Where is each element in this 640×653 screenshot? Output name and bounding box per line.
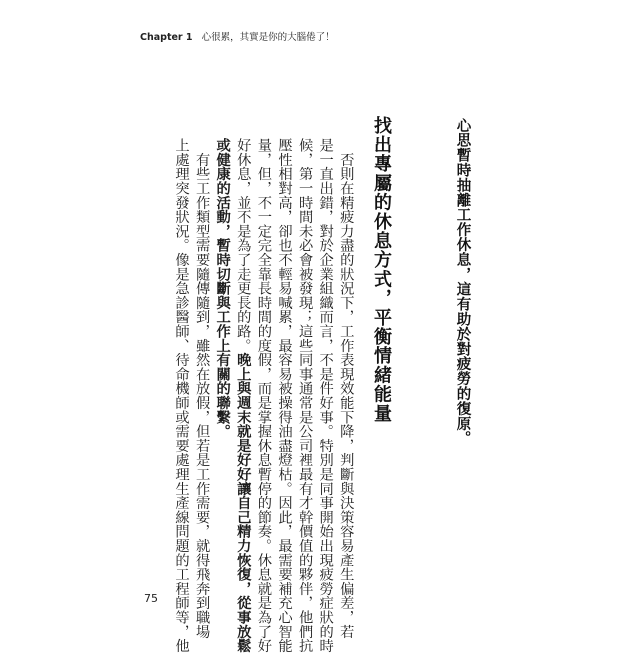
text-segment: 有些工作類型需要隨傳隨到，雖然在放假，但若是工作需要，就得飛奔到職場 bbox=[194, 138, 211, 639]
side-note: 心思暫時抽離工作休息，這有助於對疲勞的復原。 bbox=[454, 118, 471, 446]
body-column bbox=[339, 138, 353, 639]
text-segment: 否則在精疲力盡的狀況下，工作表現效能下降，判斷與決策容易產生偏差，若 bbox=[338, 138, 355, 639]
text-segment: 上處理突發狀況。像是急診醫師、待命機師或需要處理生產線問題的工程師等，他 bbox=[173, 138, 190, 653]
bold-text-segment: 晚上與週末就是好好讓自己精力恢復，從事放鬆 bbox=[235, 352, 252, 653]
body-column bbox=[174, 138, 188, 653]
section-subtitle: 找出專屬的休息方式，平衡情緒能量 bbox=[371, 116, 392, 424]
body-column bbox=[277, 138, 291, 653]
body-column bbox=[195, 138, 209, 639]
bold-text-segment: 或健康的活動，暫時切斷與工作上有關的聯繫。 bbox=[214, 138, 231, 439]
body-column bbox=[215, 138, 229, 438]
running-header bbox=[140, 29, 335, 43]
text-segment: 候，第一時間未必會被發現；這些同事通常是公司裡最有才幹價值的夥伴，他們抗 bbox=[297, 138, 314, 653]
text-segment: 好休息，並不是為了走更長的路。 bbox=[235, 138, 252, 353]
text-segment: 壓性相對高，卻也不輕易喊累，最容易被操得油盡燈枯。因此，最需要補充心智能 bbox=[276, 138, 293, 653]
text-segment: 量，但，不一定完全靠長時間的度假，而是掌握休息暫停的節奏。休息就是為了好 bbox=[255, 138, 272, 653]
text-segment: 是一直出錯，對於企業組織而言，不是件好事。特別是同事開始出現疲勞症狀的時 bbox=[317, 138, 334, 653]
chapter-title: 心很累，其實是你的大腦倦了！ bbox=[201, 32, 335, 43]
body-column bbox=[236, 138, 250, 653]
body-column bbox=[257, 138, 271, 653]
page-number: 75 bbox=[144, 592, 158, 605]
body-column bbox=[298, 138, 312, 653]
body-column bbox=[318, 138, 332, 653]
chapter-label: Chapter 1 bbox=[140, 32, 193, 43]
